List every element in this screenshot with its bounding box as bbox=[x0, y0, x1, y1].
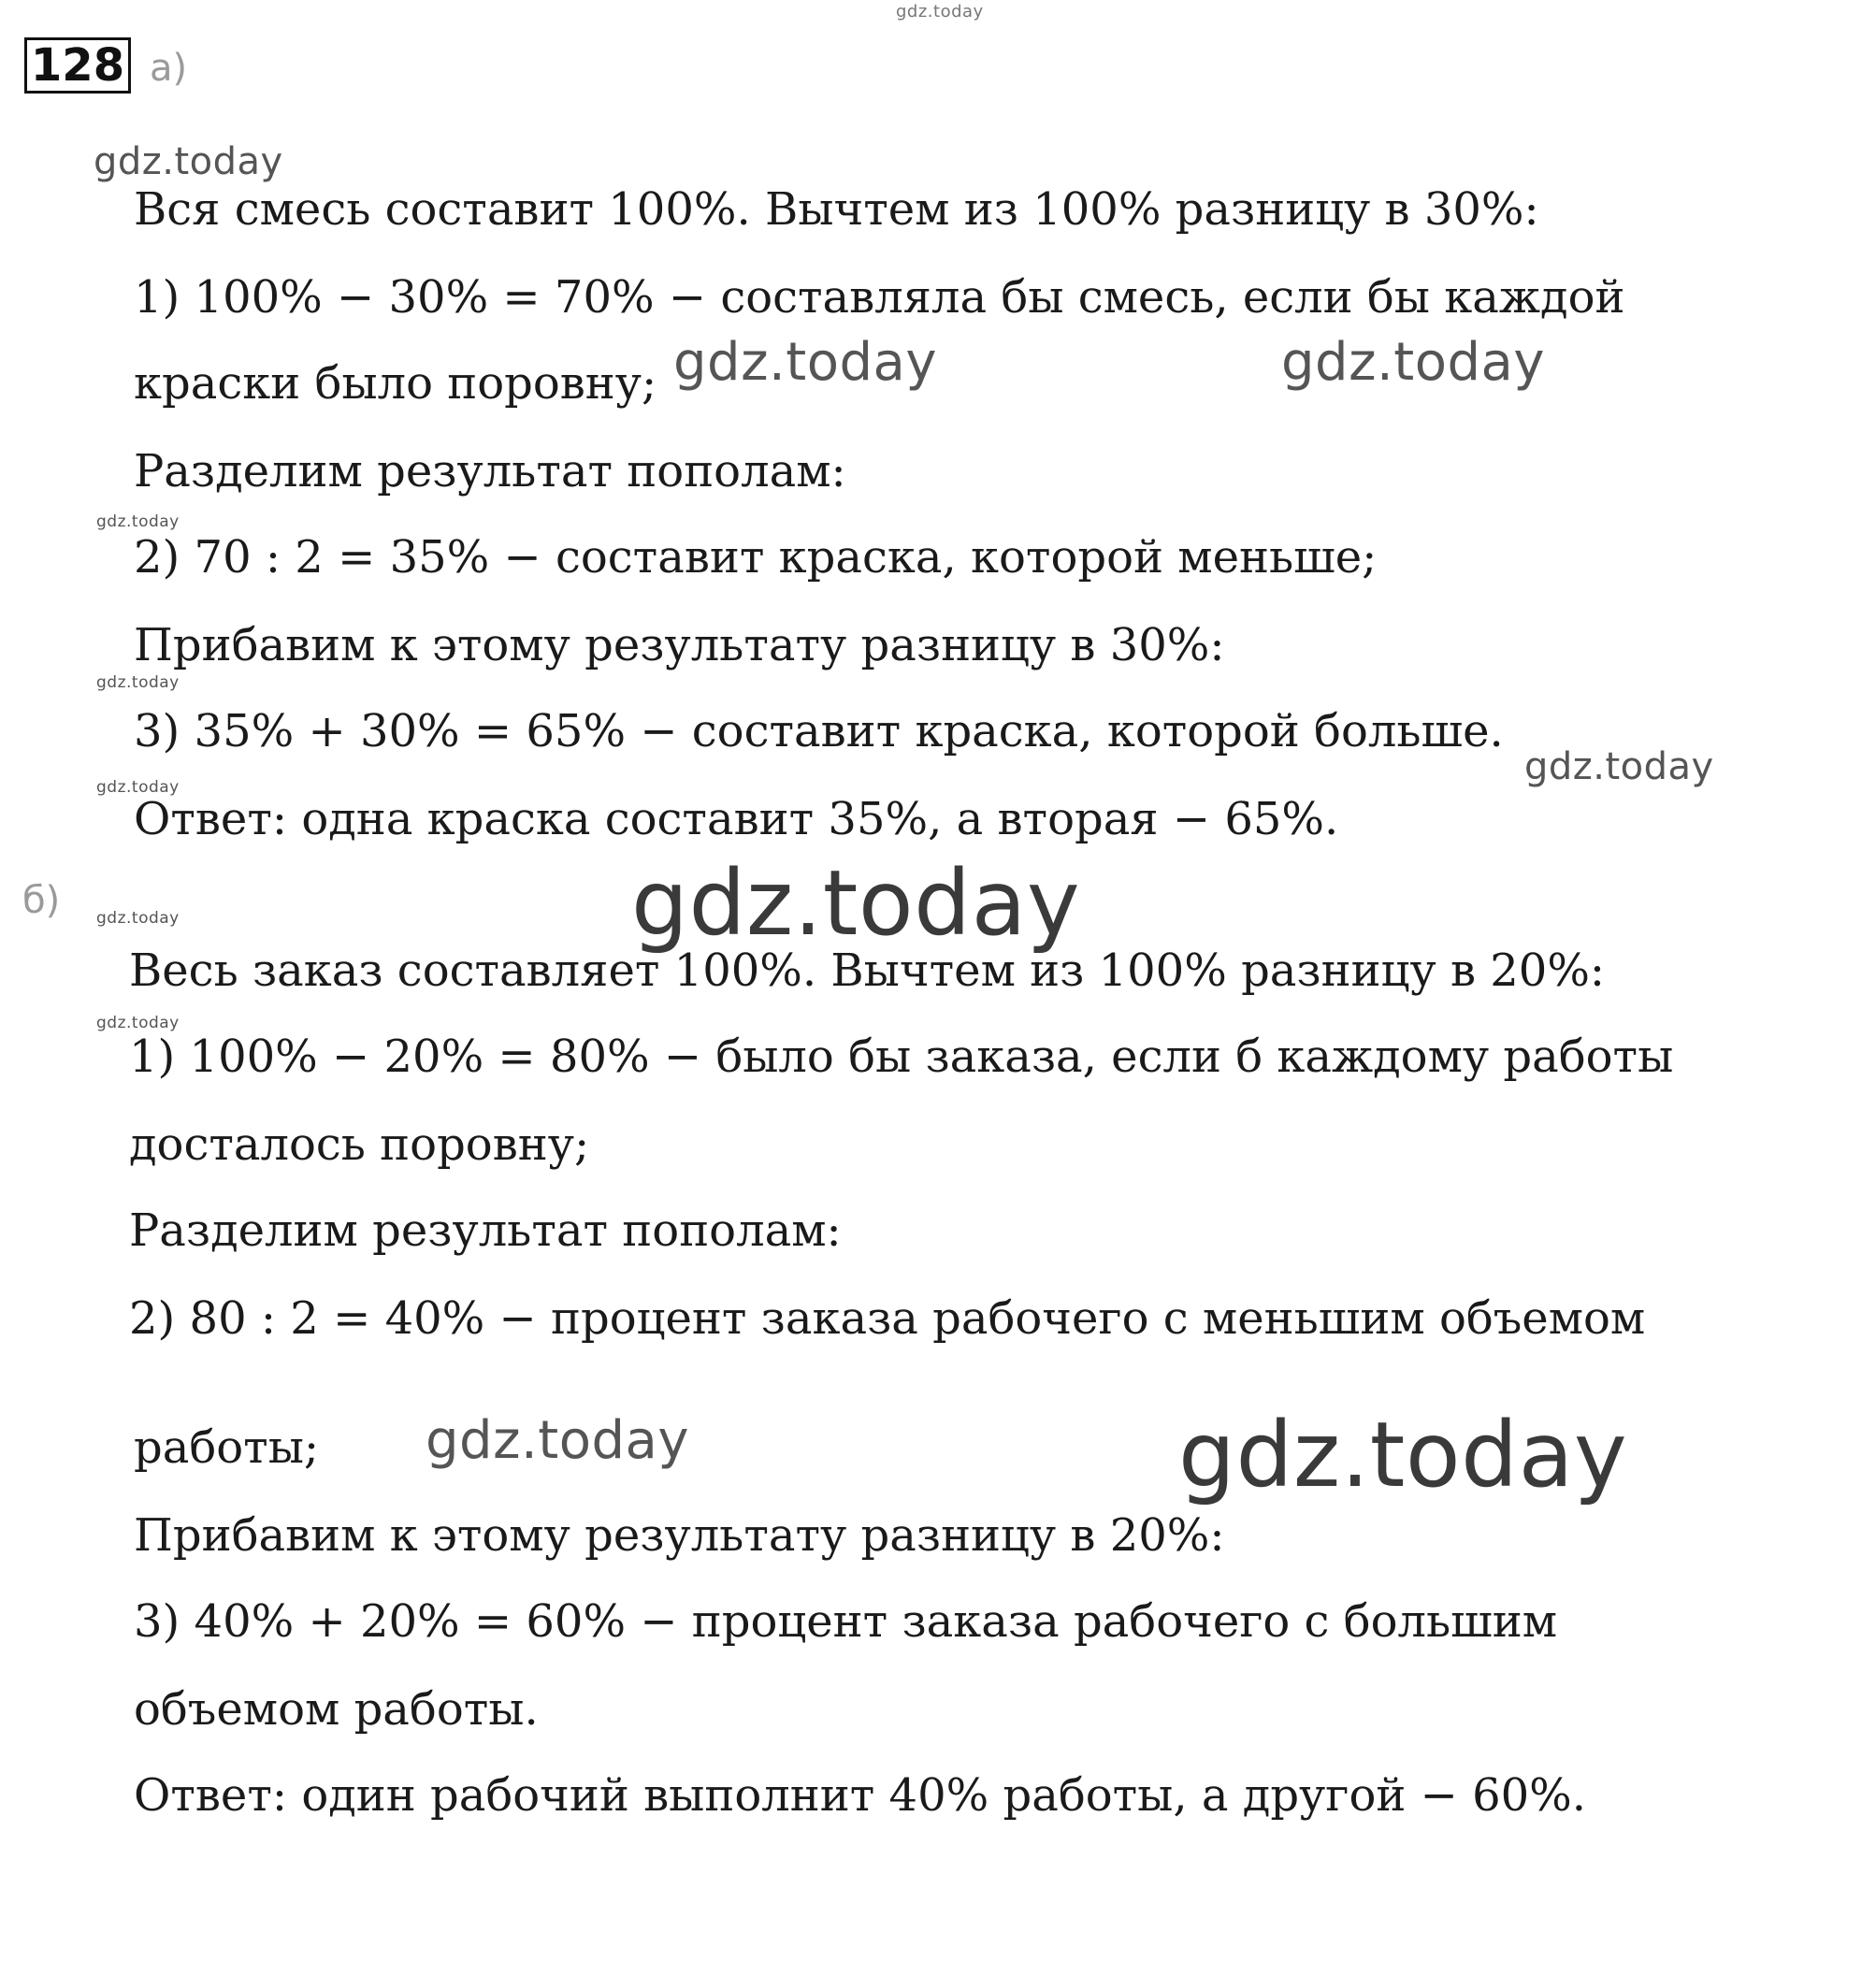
watermark-small-2: gdz.today bbox=[96, 673, 180, 692]
problem-number: 128 bbox=[24, 37, 131, 94]
part-a-line-3: краски было поровну; bbox=[134, 357, 657, 410]
part-b-line-4: Разделим результат пополам: bbox=[129, 1204, 842, 1257]
watermark-large-right: gdz.today bbox=[1178, 1403, 1628, 1507]
part-a-line-7: 3) 35% + 30% = 65% − составит краска, которой больше. bbox=[134, 705, 1504, 757]
part-b-line-2: 1) 100% − 20% = 80% − было бы заказа, если б каждому работы bbox=[129, 1031, 1674, 1083]
part-a-label: а) bbox=[150, 47, 188, 90]
part-b-line-5: 2) 80 : 2 = 40% − процент заказа рабочего с меньшим объемом bbox=[129, 1292, 1646, 1345]
part-a-line-5: 2) 70 : 2 = 35% − составит краска, которой меньше; bbox=[134, 531, 1378, 584]
part-b-line-1: Весь заказ составляет 100%. Вычтем из 100% разницу в 20%: bbox=[129, 944, 1606, 997]
part-a-line-6: Прибавим к этому результату разницу в 30%: bbox=[134, 619, 1225, 671]
watermark-b-mid-left: gdz.today bbox=[426, 1410, 690, 1471]
part-a-line-1: Вся смесь составит 100%. Вычтем из 100% разницу в 30%: bbox=[134, 183, 1539, 236]
watermark-a-mid-right: gdz.today bbox=[1281, 332, 1546, 393]
watermark-a-right: gdz.today bbox=[1524, 745, 1714, 788]
watermark-small-1: gdz.today bbox=[96, 512, 180, 531]
part-b-answer: Ответ: один рабочий выполнит 40% работы, а другой − 60%. bbox=[134, 1769, 1587, 1822]
watermark-small-5: gdz.today bbox=[96, 1014, 180, 1032]
watermark-large-center: gdz.today bbox=[631, 851, 1081, 956]
watermark-small-4: gdz.today bbox=[96, 909, 180, 928]
part-b-label: б) bbox=[22, 879, 61, 922]
part-b-line-3: досталось поровну; bbox=[129, 1118, 590, 1171]
part-b-line-6: работы; bbox=[134, 1421, 320, 1474]
part-a-answer: Ответ: одна краска составит 35%, а вторая − 65%. bbox=[134, 793, 1339, 845]
part-a-line-4: Разделим результат пополам: bbox=[134, 445, 846, 497]
watermark-a-mid-left: gdz.today bbox=[673, 332, 938, 393]
part-b-line-9: объемом работы. bbox=[134, 1683, 539, 1736]
part-b-line-8: 3) 40% + 20% = 60% − процент заказа рабочего с большим bbox=[134, 1595, 1558, 1648]
watermark-small-3: gdz.today bbox=[96, 778, 180, 797]
watermark-top: gdz.today bbox=[896, 2, 984, 22]
watermark-header: gdz.today bbox=[94, 140, 283, 183]
part-b-line-7: Прибавим к этому результату разницу в 20%: bbox=[134, 1509, 1225, 1562]
part-a-line-2: 1) 100% − 30% = 70% − составляла бы смесь, если бы каждой bbox=[134, 271, 1625, 324]
